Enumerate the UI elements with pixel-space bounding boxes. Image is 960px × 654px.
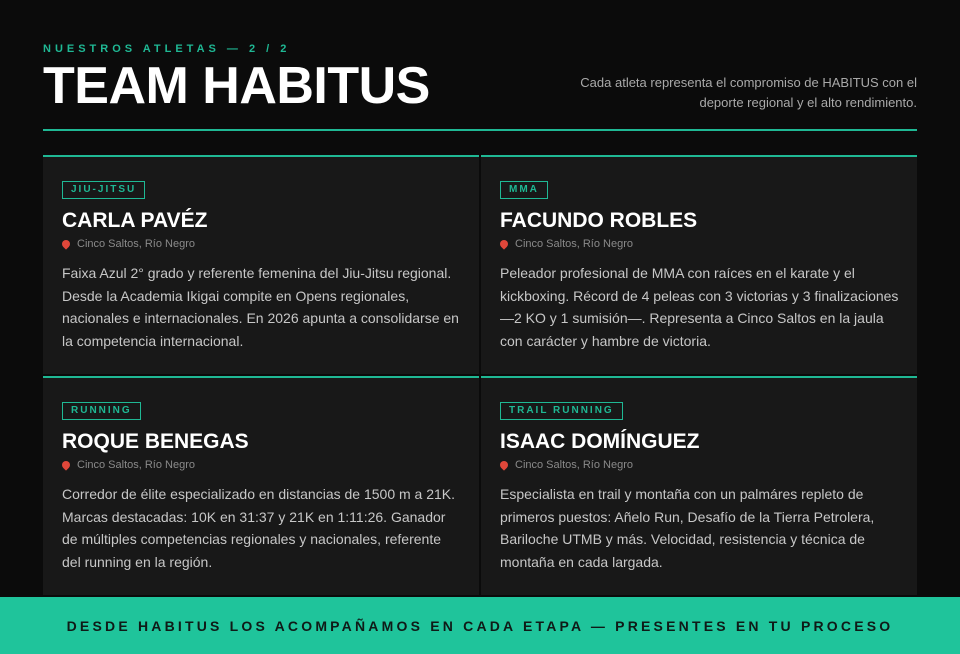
athlete-location	[62, 237, 459, 251]
location-label: Cinco Saltos, Río Negro	[515, 238, 633, 250]
athlete-location	[500, 237, 897, 251]
athlete-location	[500, 458, 897, 472]
footer-banner	[0, 597, 960, 654]
location-label: Cinco Saltos, Río Negro	[515, 459, 633, 471]
location-label: Cinco Saltos, Río Negro	[77, 238, 195, 250]
athlete-description: Corredor de élite especializado en distancias de 1500 m a 21K. Marcas destacadas: 10K en 31:37 y 21K en 1:11:26. Ganador de múltiples competencias regionales y nacionales, referente del running en la región.	[62, 486, 456, 570]
athlete-location	[62, 458, 459, 472]
athlete-name: FACUNDO ROBLES	[500, 209, 698, 232]
athlete-card	[481, 155, 917, 374]
athlete-description: Especialista en trail y montaña con un palmáres repleto de primeros puestos: Añelo Run, Desafío de la Tierra Petrolera, Bariloche UTMB y más. Velocidad, resistencia y técnica de montaña en cada largada.	[500, 486, 875, 570]
location-pin-icon	[60, 459, 71, 470]
location-label: Cinco Saltos, Río Negro	[77, 459, 195, 471]
location-pin-icon	[60, 238, 71, 249]
sport-tag: MMA	[500, 181, 548, 199]
athlete-card	[43, 376, 479, 595]
footer-text: DESDE HABITUS LOS ACOMPAÑAMOS EN CADA ETAPA — PRESENTES EN TU PROCESO	[66, 617, 894, 634]
athlete-name: ROQUE BENEGAS	[62, 430, 249, 453]
sport-tag: RUNNING	[62, 402, 141, 420]
athlete-name: CARLA PAVÉZ	[62, 209, 208, 232]
athlete-card	[481, 376, 917, 595]
sport-tag: JIU-JITSU	[62, 181, 145, 199]
athlete-card	[43, 155, 479, 374]
location-pin-icon	[498, 459, 509, 470]
athletes-grid	[43, 155, 917, 595]
section-eyebrow: NUESTROS ATLETAS — 2 / 2	[43, 43, 291, 55]
page-header	[43, 0, 917, 131]
sport-tag: TRAIL RUNNING	[500, 402, 623, 420]
location-pin-icon	[498, 238, 509, 249]
header-intro: Cada atleta representa el compromiso de HABITUS con el deporte regional y el alto rendimiento.	[580, 75, 917, 110]
athlete-name: ISAAC DOMÍNGUEZ	[500, 430, 700, 453]
athlete-description: Faixa Azul 2° grado y referente femenina del Jiu-Jitsu regional. Desde la Academia Ikigai compite en Opens regionales, nacionales e internacionales. En 2026 apunta a consolidarse en la competencia internacional.	[62, 265, 459, 349]
athlete-description: Peleador profesional de MMA con raíces en el karate y el kickboxing. Récord de 4 peleas con 3 victorias y 3 finalizaciones —2 KO y 1 sumisión—. Representa a Cinco Saltos en la jaula con carácter y hambre de victoria.	[500, 265, 899, 349]
page-title: TEAM HABITUS	[43, 57, 430, 115]
